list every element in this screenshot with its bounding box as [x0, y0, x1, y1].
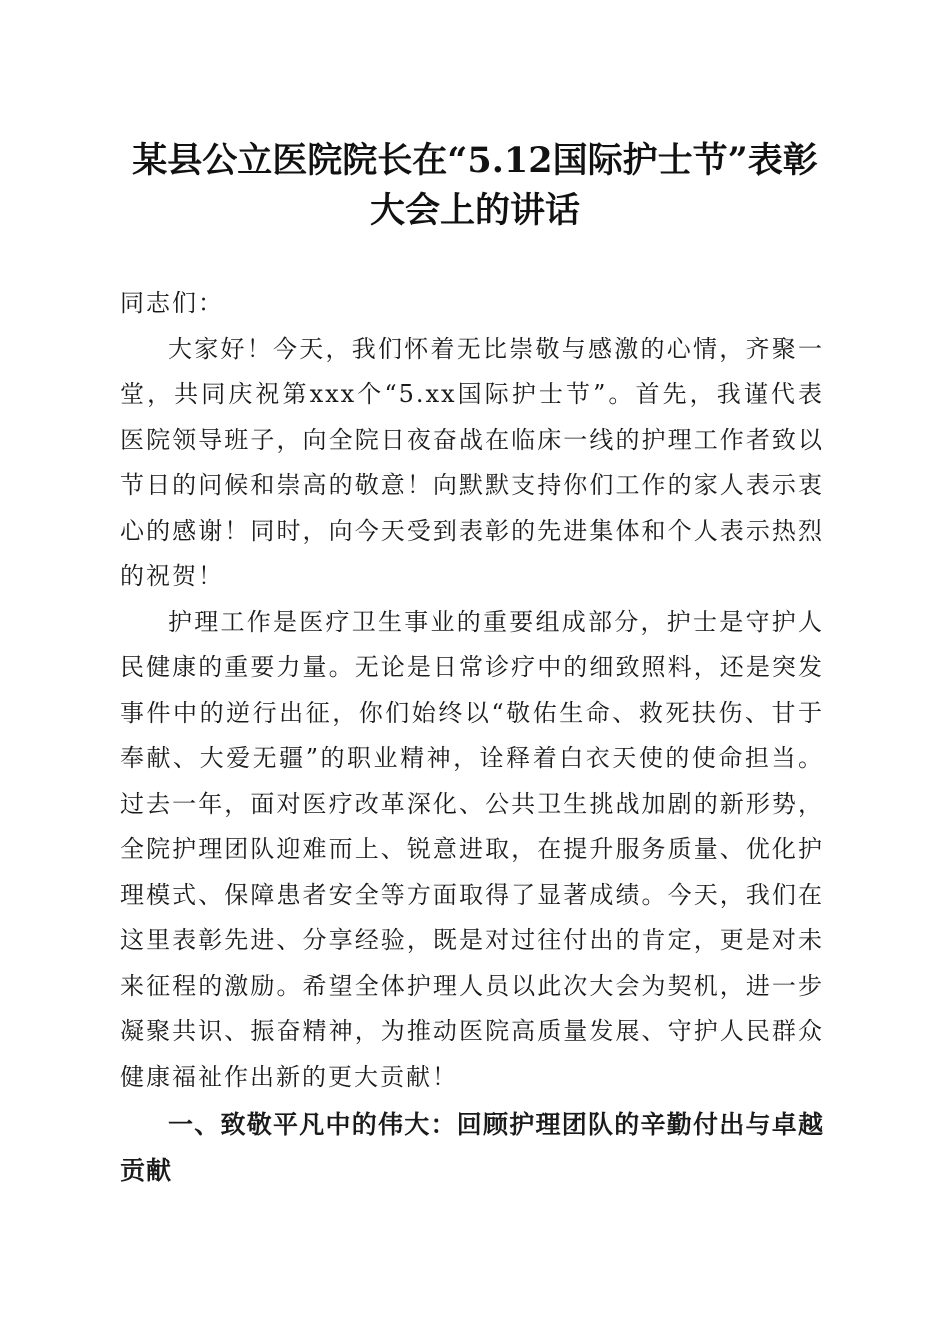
title-line-1: 某县公立医院院长在“5.12国际护士节”表彰	[132, 140, 818, 181]
section-heading: 一、致敬平凡中的伟大：回顾护理团队的辛勤付出与卓越贡献	[120, 1110, 824, 1185]
paragraph-nursing-work: 护理工作是医疗卫生事业的重要组成部分，护士是守护人民健康的重要力量。无论是日常诊疗中的细致照料，还是突发事件中的逆行出征，你们始终以“敬佑生命、救死扶伤、甘于奉献、大爱无疆”的职业精神，诠释着白衣天使的使命担当。过去一年，面对医疗改革深化、公共卫生挑战加剧的新形势，全院护理团队迎难而上、锐意进取，在提升服务质量、优化护理模式、保障患者安全等方面取得了显著成绩。今天，我们在这里表彰先进、分享经验，既是对过往付出的肯定，更是对未来征程的激励。希望全体护理人员以此次大会为契机，进一步凝聚共识、振奋精神，为推动医院高质量发展、守护人民群众健康福祉作出新的更大贡献！	[120, 607, 824, 1091]
document-title	[100, 136, 850, 236]
document-body	[120, 281, 824, 1193]
salutation: 同志们：	[120, 289, 224, 317]
paragraph-opening: 大家好！今天，我们怀着无比崇敬与感激的心情，齐聚一堂，共同庆祝第xxx个“5.xx国际护士节”。首先，我谨代表医院领导班子，向全院日夜奋战在临床一线的护理工作者致以节日的问候和崇高的敬意！向默默支持你们工作的家人表示衷心的感谢！同时，向今天受到表彰的先进集体和个人表示热烈的祝贺！	[120, 334, 824, 590]
title-line-2: 大会上的讲话	[369, 190, 580, 231]
